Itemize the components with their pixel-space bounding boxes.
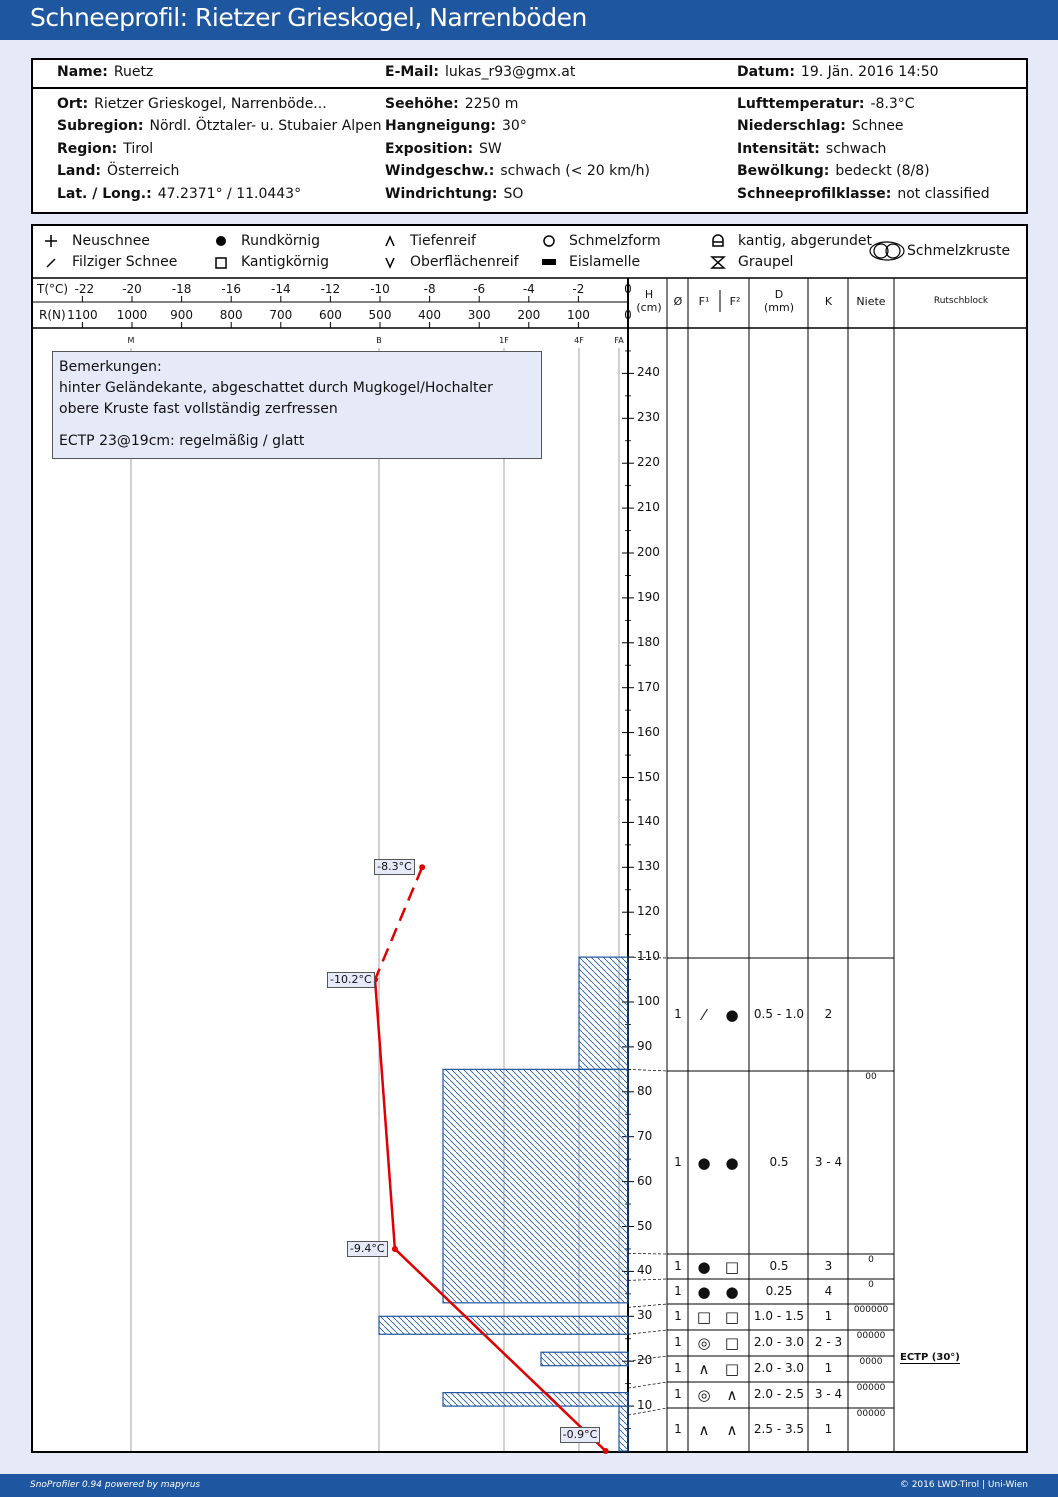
cell-f2: ● bbox=[725, 1282, 739, 1301]
height-tick-label: 170 bbox=[637, 679, 660, 694]
header-oe: Ø bbox=[673, 295, 683, 308]
windrichtung-field: Windrichtung: SO bbox=[385, 186, 524, 202]
legend-neuschnee: Neuschnee bbox=[72, 233, 150, 249]
header-d-unit: (mm) bbox=[763, 301, 794, 314]
intensitaet-field: Intensität: schwach bbox=[737, 141, 887, 157]
cell-oe: 1 bbox=[674, 1335, 682, 1349]
remarks-line-3: ECTP 23@19cm: regelmäßig / glatt bbox=[59, 433, 305, 449]
height-tick-label: 30 bbox=[637, 1308, 653, 1323]
cell-niete: 000000 bbox=[853, 1305, 889, 1315]
cell-f2: ● bbox=[725, 1005, 739, 1024]
temperature-label: -0.9°C bbox=[560, 1427, 601, 1443]
hardness-tick-label: 1F bbox=[499, 336, 509, 345]
height-tick-label: 40 bbox=[637, 1263, 653, 1278]
legend-oberflaechenreif: Oberflächenreif bbox=[410, 254, 519, 270]
height-tick-label: 110 bbox=[637, 949, 660, 964]
height-tick-label: 120 bbox=[637, 904, 660, 919]
lufttemp-field: Lufttemperatur: -8.3°C bbox=[737, 96, 915, 112]
cell-d: 2.0 - 2.5 bbox=[753, 1387, 805, 1401]
cell-d: 2.0 - 3.0 bbox=[753, 1361, 805, 1375]
hardness-tick-label: 4F bbox=[574, 336, 584, 345]
height-tick-label: 240 bbox=[637, 365, 660, 380]
schmelzkruste-icon-outer bbox=[870, 242, 904, 260]
resistance-tick-label: 400 bbox=[418, 308, 442, 322]
cell-d: 0.5 - 1.0 bbox=[753, 1006, 805, 1021]
hardness-tick-label: B bbox=[376, 336, 382, 345]
remarks-box bbox=[52, 351, 542, 459]
legend-tiefenreif: Tiefenreif bbox=[410, 233, 476, 249]
legend-eislamelle: Eislamelle bbox=[569, 254, 641, 270]
cell-f2: ∧ bbox=[726, 1386, 738, 1404]
temp-axis-label: T(°C) bbox=[37, 282, 69, 296]
hardness-tick-label: FA bbox=[614, 336, 624, 345]
cell-f1: ● bbox=[697, 1153, 711, 1172]
legend-filziger-schnee: Filziger Schnee bbox=[72, 254, 178, 270]
schmelzform-icon bbox=[544, 236, 554, 246]
resistance-tick-label: 800 bbox=[219, 308, 243, 322]
cell-oe: 1 bbox=[674, 1421, 682, 1436]
layer-connector bbox=[628, 1253, 667, 1254]
header-niete: Niete bbox=[856, 295, 886, 308]
temp-tick-label: -22 bbox=[74, 282, 95, 296]
cell-d: 1.0 - 1.5 bbox=[753, 1309, 805, 1323]
temp-tick-label: -4 bbox=[522, 282, 535, 296]
temperature-point bbox=[392, 1246, 398, 1252]
height-tick-label: 180 bbox=[637, 634, 660, 649]
layer-connector bbox=[628, 1330, 667, 1334]
kantig-abgerundet-icon bbox=[713, 235, 723, 246]
cell-f2: □ bbox=[724, 1257, 740, 1276]
cell-k: 1 bbox=[824, 1421, 833, 1436]
resistance-tick-label: 1100 bbox=[67, 308, 98, 322]
cell-oe: 1 bbox=[674, 1154, 682, 1169]
hardness-block bbox=[443, 1069, 628, 1302]
cell-f1: ● bbox=[697, 1282, 711, 1301]
graupel-icon bbox=[712, 257, 724, 268]
header-rutschblock: Rutschblock bbox=[933, 296, 989, 306]
cell-d: 2.0 - 3.0 bbox=[753, 1335, 805, 1349]
temp-tick-label: 0 bbox=[624, 282, 632, 296]
cell-f1: ∧ bbox=[698, 1420, 710, 1439]
cell-f2: □ bbox=[724, 1334, 740, 1352]
cell-niete: 00 bbox=[865, 1072, 877, 1082]
cell-f2: ∧ bbox=[726, 1420, 738, 1439]
temperature-label: -10.2°C bbox=[327, 972, 375, 988]
resistance-tick-label: 300 bbox=[467, 308, 491, 322]
cell-niete: 0 bbox=[868, 1255, 874, 1265]
remarks-line-1: hinter Geländekante, abgeschattet durch Mugkogel/Hochalter bbox=[59, 380, 493, 396]
cell-k: 1 bbox=[824, 1309, 833, 1323]
layer-connector bbox=[628, 1279, 667, 1280]
remarks-title: Bemerkungen: bbox=[59, 359, 162, 375]
legend-kantigkoernig: Kantigkörnig bbox=[241, 254, 329, 270]
hardness-block bbox=[619, 1406, 628, 1451]
cell-f2: □ bbox=[724, 1360, 740, 1378]
hardness-block bbox=[379, 1316, 628, 1334]
kantigkoernig-icon bbox=[216, 258, 226, 268]
header-f1: F¹ bbox=[698, 295, 710, 308]
cell-k: 2 bbox=[824, 1006, 833, 1021]
header-d: D bbox=[774, 288, 784, 301]
cell-k: 2 - 3 bbox=[814, 1335, 843, 1349]
name-field: Name: Ruetz bbox=[57, 64, 154, 80]
cell-niete: 00000 bbox=[856, 1331, 886, 1341]
temp-tick-label: -6 bbox=[473, 282, 486, 296]
header-f2: F² bbox=[729, 295, 741, 308]
cell-f1: □ bbox=[696, 1308, 712, 1326]
land-field: Land: Österreich bbox=[57, 163, 180, 179]
cell-d: 0.5 bbox=[769, 1154, 789, 1169]
cell-oe: 1 bbox=[674, 1283, 682, 1298]
cell-niete: 00000 bbox=[856, 1409, 886, 1419]
cell-d: 0.25 bbox=[765, 1283, 793, 1298]
legend-graupel: Graupel bbox=[738, 254, 794, 270]
temperature-point bbox=[603, 1448, 609, 1454]
temperature-segment bbox=[375, 867, 422, 979]
height-tick-label: 210 bbox=[637, 500, 660, 515]
cell-k: 1 bbox=[824, 1361, 833, 1375]
bewoelkung-field: Bewölkung: bedeckt (8/8) bbox=[737, 163, 930, 179]
hardness-block bbox=[541, 1352, 628, 1365]
cell-niete: 0000 bbox=[859, 1357, 883, 1367]
cell-f1: ⁄ bbox=[702, 1005, 706, 1024]
cell-k: 4 bbox=[824, 1283, 833, 1298]
seehoehe-field: Seehöhe: 2250 m bbox=[385, 96, 519, 112]
layer-connector bbox=[628, 1304, 667, 1307]
cell-k: 3 - 4 bbox=[814, 1387, 843, 1401]
resistance-tick-label: 500 bbox=[368, 308, 392, 322]
temperature-point bbox=[419, 864, 425, 870]
resistance-tick-label: 100 bbox=[566, 308, 590, 322]
cell-oe: 1 bbox=[674, 1309, 682, 1323]
height-tick-label: 140 bbox=[637, 814, 660, 829]
temp-tick-label: -8 bbox=[423, 282, 436, 296]
temp-tick-label: -14 bbox=[270, 282, 291, 296]
temp-tick-label: -20 bbox=[122, 282, 142, 296]
header-k: K bbox=[824, 295, 833, 308]
height-tick-label: 190 bbox=[637, 589, 660, 604]
height-tick-label: 160 bbox=[637, 724, 660, 739]
legend-rundkoernig: Rundkörnig bbox=[241, 233, 321, 249]
cell-k: 3 bbox=[824, 1258, 833, 1273]
klasse-field: Schneeprofilklasse: not classified bbox=[737, 186, 990, 202]
footer-right: © 2016 LWD-Tirol | Uni-Wien bbox=[899, 1480, 1028, 1490]
latlong-field: Lat. / Long.: 47.2371° / 11.0443° bbox=[57, 186, 302, 202]
windgeschw-field: Windgeschw.: schwach (< 20 km/h) bbox=[385, 163, 650, 179]
height-tick-label: 200 bbox=[637, 545, 660, 559]
height-tick-label: 80 bbox=[637, 1083, 653, 1098]
temperature-label: -9.4°C bbox=[347, 1241, 388, 1257]
cell-f1: ◎ bbox=[697, 1386, 711, 1404]
email-field: E-Mail: lukas_r93@gmx.at bbox=[385, 64, 576, 80]
cell-oe: 1 bbox=[674, 1258, 682, 1273]
resistance-tick-label: 0 bbox=[624, 308, 632, 322]
resistance-tick-label: 600 bbox=[318, 308, 342, 322]
cell-f2: □ bbox=[724, 1308, 740, 1326]
tiefenreif-icon bbox=[386, 237, 394, 246]
exposition-field: Exposition: SW bbox=[385, 141, 502, 157]
height-tick-label: 90 bbox=[637, 1038, 653, 1053]
cell-f2: ● bbox=[725, 1153, 739, 1172]
cell-f1: ● bbox=[697, 1257, 711, 1276]
hardness-block bbox=[443, 1393, 628, 1406]
height-tick-label: 70 bbox=[637, 1128, 653, 1143]
layer-connector bbox=[628, 1069, 667, 1071]
height-tick-label: 60 bbox=[637, 1173, 653, 1188]
page-title: Schneeprofil: Rietzer Grieskogel, Narrenböden bbox=[30, 3, 587, 32]
resistance-tick-label: 200 bbox=[517, 308, 541, 322]
cell-niete: 0 bbox=[868, 1280, 874, 1290]
cell-k: 3 - 4 bbox=[814, 1154, 843, 1169]
temp-tick-label: -2 bbox=[572, 282, 585, 296]
height-tick-label: 130 bbox=[637, 859, 660, 874]
height-tick-label: 20 bbox=[637, 1353, 653, 1368]
hangneigung-field: Hangneigung: 30° bbox=[385, 118, 527, 134]
legend-kantig-abgerundet: kantig, abgerundet bbox=[738, 233, 872, 249]
header-h: H bbox=[644, 288, 654, 301]
remarks-line-2: obere Kruste fast vollständig zerfressen bbox=[59, 401, 338, 417]
cell-oe: 1 bbox=[674, 1361, 682, 1375]
resistance-tick-label: 1000 bbox=[116, 308, 148, 322]
header-h-unit: (cm) bbox=[636, 301, 662, 314]
legend-schmelzform: Schmelzform bbox=[569, 233, 661, 249]
temperature-segment bbox=[375, 980, 395, 1249]
oberflaechenreif-icon bbox=[386, 258, 394, 267]
stability-test-label: ECTP (30°) bbox=[900, 1352, 960, 1363]
hardness-block bbox=[579, 957, 628, 1069]
resistance-tick-label: 700 bbox=[269, 308, 293, 322]
resistance-axis-label: R(N) bbox=[39, 308, 66, 322]
height-tick-label: 100 bbox=[637, 994, 660, 1008]
cell-oe: 1 bbox=[674, 1006, 682, 1021]
cell-f1: ∧ bbox=[698, 1360, 710, 1378]
cell-d: 2.5 - 3.5 bbox=[753, 1421, 805, 1436]
resistance-tick-label: 900 bbox=[170, 308, 194, 322]
temp-tick-label: -18 bbox=[171, 282, 192, 296]
height-tick-label: 150 bbox=[637, 769, 660, 784]
ort-field: Ort: Rietzer Grieskogel, Narrenböde... bbox=[57, 96, 327, 112]
layer-connector bbox=[628, 1382, 667, 1388]
rundkoernig-icon bbox=[216, 236, 226, 246]
subregion-field: Subregion: Nördl. Ötztaler- u. Stubaier Alpen bbox=[57, 118, 382, 134]
height-tick-label: 50 bbox=[637, 1218, 653, 1233]
region-field: Region: Tirol bbox=[57, 141, 154, 157]
cell-d: 0.5 bbox=[769, 1258, 789, 1273]
filziger-schnee-icon bbox=[47, 259, 55, 267]
temp-tick-label: -16 bbox=[221, 282, 241, 296]
height-tick-label: 10 bbox=[637, 1398, 653, 1413]
legend-schmelzkruste: Schmelzkruste bbox=[907, 243, 1011, 259]
height-tick-label: 220 bbox=[637, 455, 660, 470]
temp-tick-label: -10 bbox=[370, 282, 390, 296]
cell-niete: 00000 bbox=[856, 1383, 886, 1393]
niederschlag-field: Niederschlag: Schnee bbox=[737, 118, 904, 134]
height-tick-label: 230 bbox=[637, 410, 660, 425]
date-field: Datum: 19. Jän. 2016 14:50 bbox=[737, 64, 939, 80]
eislamelle-icon bbox=[542, 259, 556, 265]
temperature-label: -8.3°C bbox=[374, 859, 415, 875]
cell-f1: ◎ bbox=[697, 1334, 711, 1352]
cell-oe: 1 bbox=[674, 1387, 682, 1401]
footer bbox=[0, 1474, 1058, 1497]
footer-left: SnoProfiler 0.94 powered by mapyrus bbox=[30, 1480, 201, 1490]
temp-tick-label: -12 bbox=[320, 282, 341, 296]
hardness-tick-label: M bbox=[127, 336, 135, 345]
